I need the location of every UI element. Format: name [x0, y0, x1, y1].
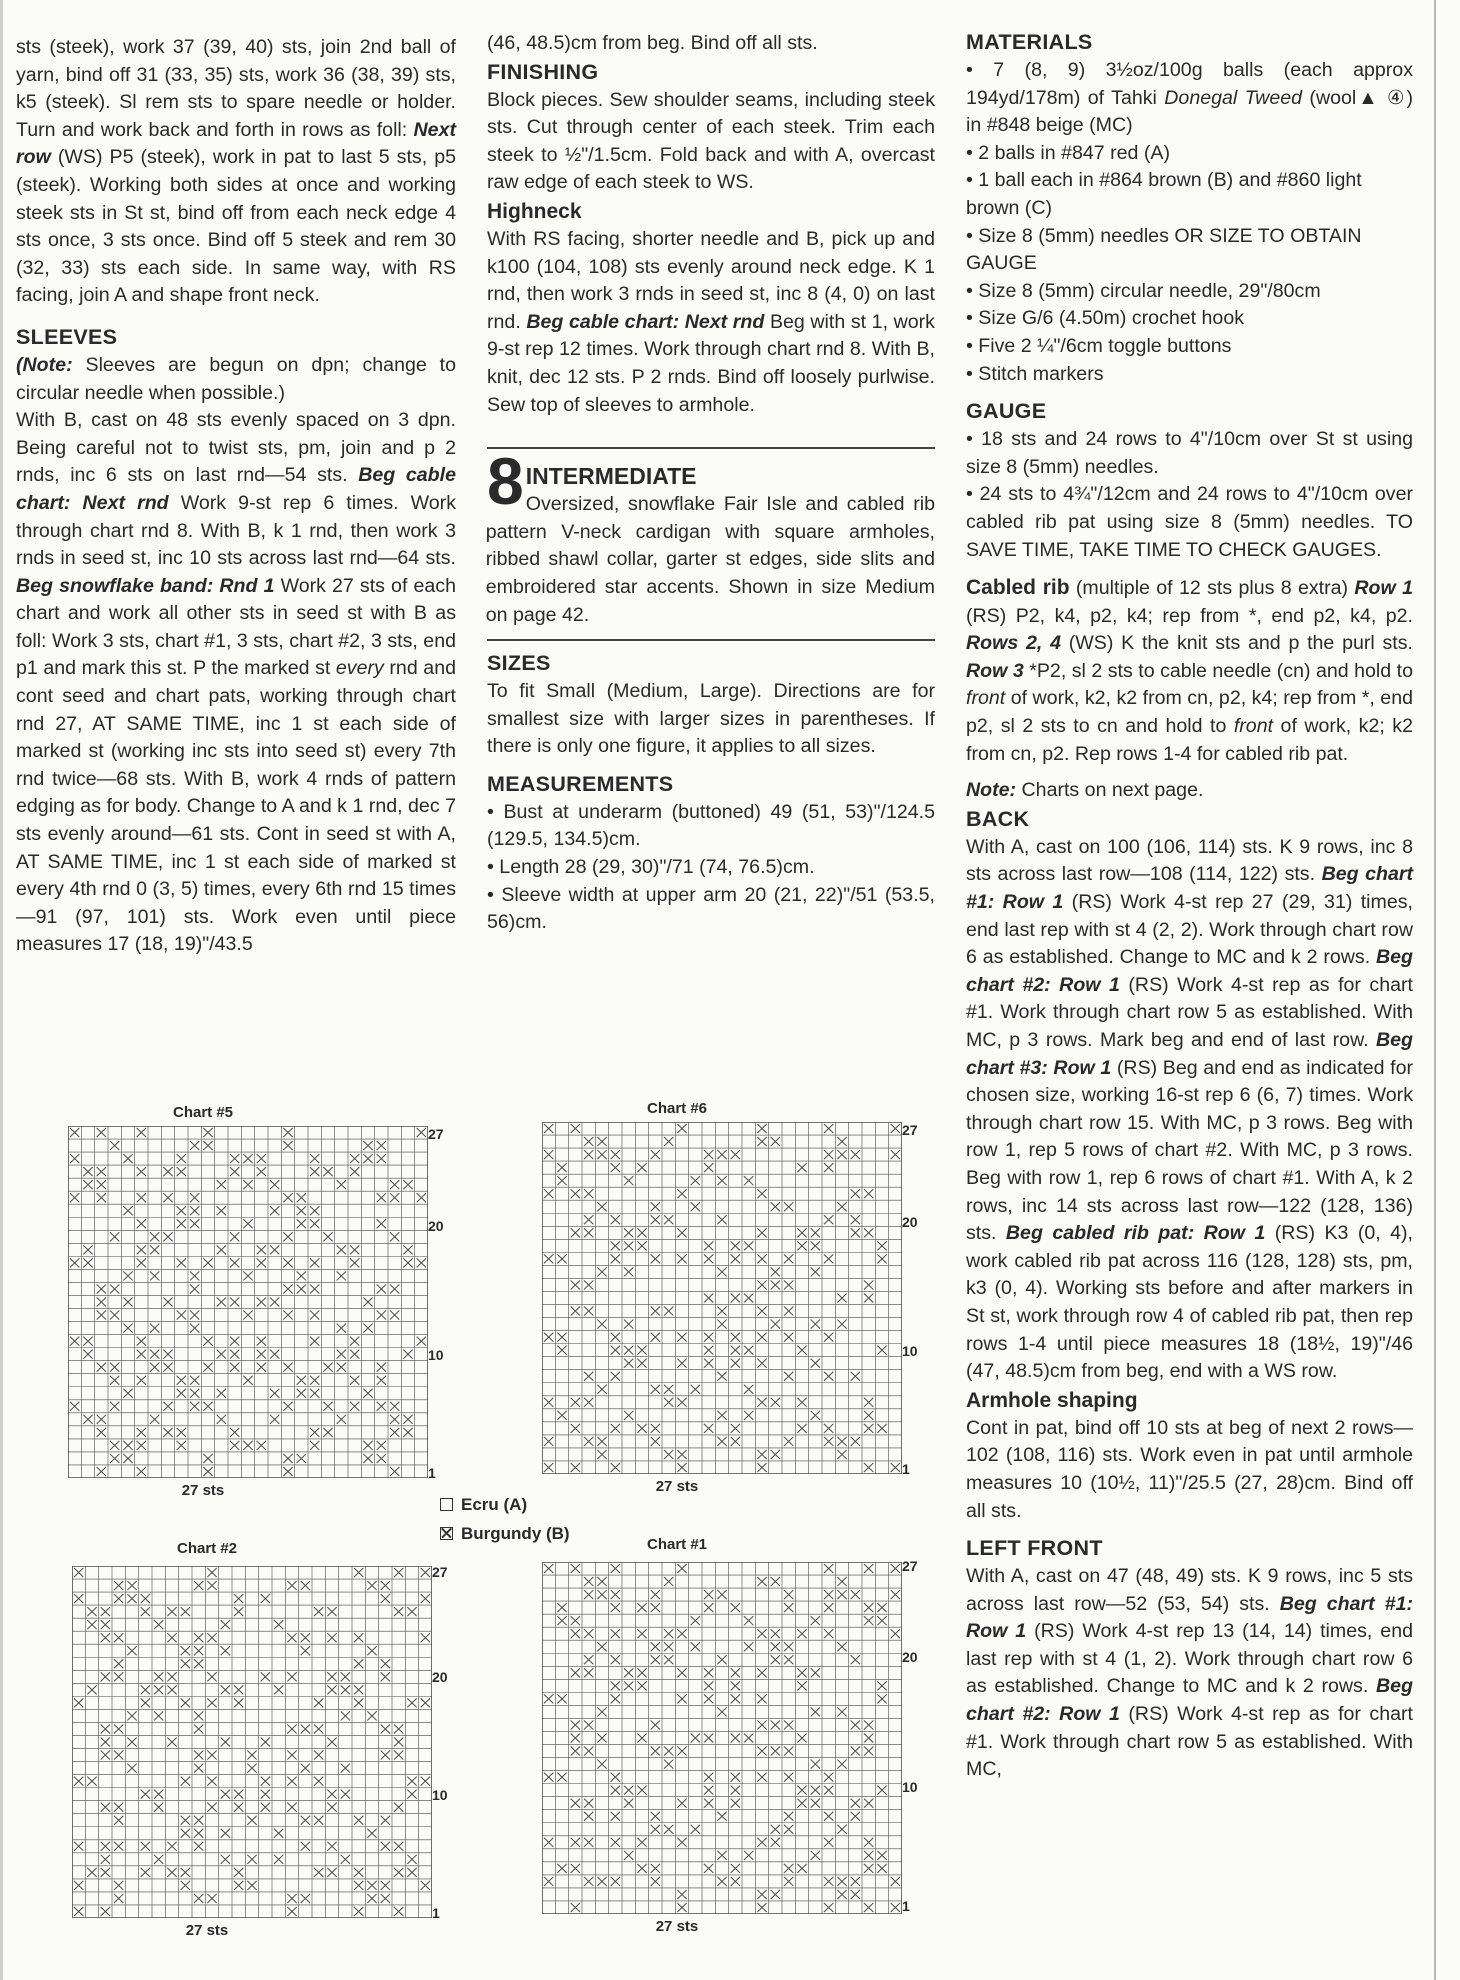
paragraph-finishing: Block pieces. Sew shoulder seams, including steek sts. Cut through center of each steek. Trim each steek to ½"/1.5cm. Fold back and with A, overcast raw edge of each steek to WS. — [487, 88, 935, 194]
chart-title: Chart #5 — [172, 1104, 234, 1121]
row-label-1: 1 — [432, 1905, 440, 1921]
heading-sleeves: SLEEVES — [16, 324, 118, 349]
chart-grid — [542, 1562, 902, 1914]
chart-1 — [532, 1530, 922, 1940]
skill-level-label: INTERMEDIATE — [525, 463, 697, 490]
gauge-stst: • 18 sts and 24 rows to 4"/10cm over St st using size 8 (5mm) needles. — [966, 428, 1413, 478]
paragraph-bindoff: (46, 48.5)cm from beg. Bind off all sts. — [487, 32, 818, 54]
skill-level-block — [485, 444, 935, 629]
row-label-20: 20 — [902, 1214, 918, 1230]
chart-legend — [440, 1490, 570, 1548]
heading-gauge: GAUGE — [966, 399, 1047, 424]
legend-burgundy-label: Burgundy (B) — [461, 1523, 570, 1543]
legend-burgundy — [440, 1519, 570, 1548]
paragraph-cabled-rib: Cabled rib (multiple of 12 sts plus 8 extra) Row 1 (RS) P2, k4, p2, k4; rep from *, end p2, k4, p2. Rows 2, 4 (WS) K the knit sts and p the purl sts. Row 3 *P2, sl 2 sts to cable needle (cn) and hold to front of work, k2, k2 from cn, p2, k4; rep from *, end p2, sl 2 sts to cn and hold to front of work, k2; k2 from cn, p2. Rep rows 1-4 for cabled rib pat. — [966, 576, 1414, 765]
column-3 — [966, 28, 1413, 1784]
heading-measurements: MEASUREMENTS — [487, 771, 674, 796]
material-yarn-a: • 2 balls in #847 red (A) — [966, 141, 1170, 164]
legend-ecru — [440, 1490, 570, 1519]
row-label-10: 10 — [902, 1343, 918, 1359]
chart-title: Chart #1 — [646, 1536, 708, 1553]
empty-square-icon — [440, 1498, 453, 1511]
chart-footer: 27 sts — [181, 1482, 225, 1499]
paragraph-highneck: With RS facing, shorter needle and B, pick up and k100 (104, 108) sts evenly around neck edge. K 1 rnd, then work 3 rnds in seed st, inc 8 (4, 0) on last rnd. Beg cable chart: Next rnd Beg with st 1, work 9-st rep 12 times. Work through chart rnd 8. With B, knit, dec 12 sts. P 2 rnds. Bind off loosely purlwise. Sew top of sleeves to armhole. — [487, 227, 935, 416]
row-label-1: 1 — [428, 1465, 436, 1481]
heading-sizes: SIZES — [487, 651, 551, 676]
column-2 — [487, 30, 935, 937]
measurement-sleeve: • Sleeve width at upper arm 20 (21, 22)"/51 (53.5, 56)cm. — [487, 883, 935, 934]
row-label-20: 20 — [432, 1669, 448, 1685]
chart-footer: 27 sts — [185, 1922, 229, 1939]
chart-footer: 27 sts — [655, 1918, 699, 1935]
heading-highneck: Highneck — [487, 199, 582, 223]
legend-ecru-label: Ecru (A) — [461, 1494, 528, 1514]
material-needles: • Size 8 (5mm) needles OR SIZE TO OBTAIN GAUGE — [966, 224, 1362, 275]
chart-grid — [72, 1566, 432, 1918]
row-label-27: 27 — [902, 1122, 918, 1138]
measurement-bust: • Bust at underarm (buttoned) 49 (51, 53)"/124.5 (129.5, 134.5)cm. — [487, 800, 935, 851]
chart-grid — [68, 1126, 428, 1478]
skill-level-number: 8 — [487, 444, 524, 519]
chart-5 — [58, 1100, 448, 1500]
section-divider — [487, 447, 935, 449]
chart-title: Chart #6 — [646, 1100, 708, 1117]
row-label-1: 1 — [902, 1898, 910, 1914]
column-1 — [16, 34, 456, 959]
paragraph-neck: sts (steek), work 37 (39, 40) sts, join 2nd ball of yarn, bind off 31 (33, 35) sts, work 36 (38, 39) sts, k5 (steek). Sl rem sts to spare needle or holder. Turn and work back and forth in rows as foll: Next row (WS) P5 (steek), work in pat to last 5 sts, p5 (steek). Working both sides at once and working steek sts in St st, bind off from each neck edge 4 sts once, 3 sts once. Bind off 5 steek and rem 30 (32, 33) sts each side. In same way, with RS facing, join A and shape front neck. — [16, 36, 456, 307]
page-left-edge — [0, 0, 3, 1980]
sleeves-note: (Note: Sleeves are begun on dpn; change to circular needle when possible.) — [16, 353, 456, 404]
heading-armhole: Armhole shaping — [966, 1388, 1138, 1412]
material-circular-needle: • Size 8 (5mm) circular needle, 29"/80cm — [966, 279, 1321, 302]
heading-left-front: LEFT FRONT — [966, 1536, 1103, 1561]
heading-back: BACK — [966, 806, 1030, 831]
row-label-27: 27 — [428, 1126, 444, 1142]
paragraph-sleeves: With B, cast on 48 sts evenly spaced on 3 dpn. Being careful not to twist sts, pm, join and p 2 rnds, inc 6 sts on last rnd—54 sts. Beg cable chart: Next rnd Work 9-st rep 6 times. Work through chart rnd 8. With B, k 1 rnd, then work 3 rnds in seed st, inc 10 sts across last rnd—64 sts. Beg snowflake band: Rnd 1 Work 27 sts of each chart and work all other sts in seed st with B as foll: Work 3 sts, chart #1, 3 sts, chart #2, 3 sts, end p1 and mark this st. P the marked st every rnd and cont seed and chart pats, working through chart rnd 27, AT SAME TIME, inc 1 st each side of marked st (working inc sts into seed st) every 7th rnd twice—68 sts. With B, work 4 rnds of pattern edging as for body. Change to A and k 1 rnd, dec 7 sts evenly around—61 sts. Cont in seed st with A, AT SAME TIME, inc 1 st each side of marked st every 4th rnd 0 (3, 5) times, every 6th rnd 15 times—91 (97, 101) sts. Work even until piece measures 17 (18, 19)"/43.5 — [16, 409, 456, 956]
skill-level-description: Oversized, snowflake Fair Isle and cabled rib pattern V-neck cardigan with square armholes, ribbed shawl collar, garter st edges, side slits and embroidered star accents. Shown in size Medium on page 42. — [485, 493, 935, 626]
x-square-icon — [440, 1527, 453, 1540]
material-crochet-hook: • Size G/6 (4.50m) crochet hook — [966, 307, 1245, 330]
material-yarn-mc: • 7 (8, 9) 3½oz/100g balls (each approx 194yd/178m) of Tahki Donegal Tweed (wool▲ ④) in #848 beige (MC) — [966, 59, 1413, 137]
material-buttons: • Five 2 ¼"/6cm toggle buttons — [966, 334, 1232, 357]
material-markers: • Stitch markers — [966, 362, 1104, 385]
row-label-27: 27 — [432, 1564, 448, 1580]
chart-footer: 27 sts — [655, 1478, 699, 1495]
chart-6 — [532, 1096, 922, 1496]
paragraph-back: With A, cast on 100 (106, 114) sts. K 9 rows, inc 8 sts across last row—108 (114, 122) sts. Beg chart #1: Row 1 (RS) Work 4-st rep 27 (29, 31) times, end last rep with st 4 (2, 2). Work through chart row 6 as established. Change to MC and k 2 rows. Beg chart #2: Row 1 (RS) Work 4-st rep as for chart #1. Work through chart row 5 as established. With MC, p 3 rows. Mark beg and end of last row. Beg chart #3: Row 1 (RS) Beg and end as indicated for chosen size, working 16-st rep 6 (6, 7) times. Work through chart row 15. With MC, p 3 rows. Beg with row 1, rep 5 rows of chart #2. With MC, p 3 rows. Beg with row 1, rep 6 rows of chart #1. With A, k 2 rows, inc 14 sts across last row—122 (128, 136) sts. Beg cabled rib pat: Row 1 (RS) K3 (0, 4), work cabled rib pat across 116 (128, 128) sts, pm, k3 (0, 4). Working sts before and after markers in St st, work through row 4 of cabled rib pat, then rep rows 1-4 until piece measures 18 (18½, 19)"/46 (47, 48.5)cm from beg, end with a WS row. — [966, 835, 1413, 1383]
charts-note: Note: Charts on next page. — [966, 779, 1204, 802]
row-label-1: 1 — [902, 1461, 910, 1477]
chart-title: Chart #2 — [176, 1540, 238, 1557]
material-yarn-bc: • 1 ball each in #864 brown (B) and #860 light brown (C) — [966, 169, 1362, 219]
row-label-10: 10 — [428, 1347, 444, 1363]
heading-finishing: FINISHING — [487, 59, 599, 84]
page-right-rule — [1434, 0, 1436, 1980]
paragraph-sizes: To fit Small (Medium, Large). Directions are for smallest size with larger sizes in parentheses. If there is only one figure, it applies to all sizes. — [487, 680, 935, 758]
section-divider-2 — [487, 639, 935, 641]
gauge-cabled: • 24 sts to 4¾"/12cm and 24 rows to 4"/10cm over cabled rib pat using size 8 (5mm) needles. TO SAVE TIME, TAKE TIME TO CHECK GAUGES. — [966, 483, 1413, 561]
paragraph-armhole: Cont in pat, bind off 10 sts at beg of next 2 rows—102 (108, 116) sts. Work even in pat until armhole measures 10 (10½, 11)"/25.5 (27, 28)cm. Bind off all sts. — [966, 1416, 1413, 1522]
paragraph-left-front: With A, cast on 47 (48, 49) sts. K 9 rows, inc 5 sts across last row—52 (53, 54) sts. Beg chart #1: Row 1 (RS) Work 4-st rep 13 (14, 14) times, end last rep with st 4 (1, 2). Work through chart row 6 as established. Change to MC and k 2 rows. Beg chart #2: Row 1 (RS) Work 4-st rep as for chart #1. Work through chart row 5 as established. With MC, — [966, 1565, 1414, 1781]
row-label-10: 10 — [432, 1787, 448, 1803]
heading-materials: MATERIALS — [966, 30, 1093, 54]
chart-grid — [542, 1122, 902, 1474]
row-label-20: 20 — [902, 1649, 918, 1665]
chart-2 — [62, 1536, 452, 1946]
measurement-length: • Length 28 (29, 30)"/71 (74, 76.5)cm. — [487, 856, 815, 879]
row-label-27: 27 — [902, 1558, 918, 1574]
row-label-20: 20 — [428, 1218, 444, 1234]
row-label-10: 10 — [902, 1779, 918, 1795]
